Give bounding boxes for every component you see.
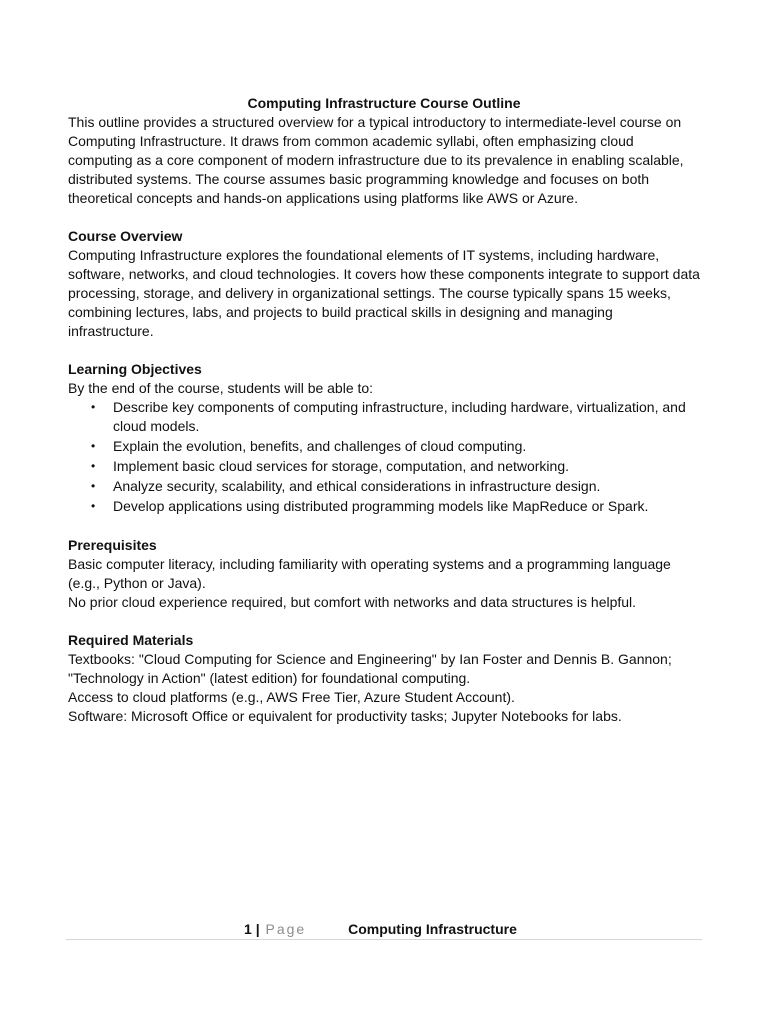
page-number: 1	[244, 921, 252, 937]
learning-objectives-list	[68, 398, 700, 516]
bullet-icon: •	[91, 499, 96, 513]
spacer	[68, 208, 700, 227]
footer-course-name: Computing Infrastructure	[348, 921, 517, 937]
learning-objectives-heading: Learning Objectives	[68, 361, 202, 377]
list-item	[91, 457, 700, 476]
bullet-icon: •	[91, 400, 96, 414]
prerequisites-heading: Prerequisites	[68, 537, 157, 553]
bullet-icon: •	[91, 459, 96, 473]
intro-paragraph: This outline provides a structured overview for a typical introductory to intermediate-level course on Computing Infrastructure. It draws from common academic syllabi, often emphasizing cloud computing as a core component of modern infrastructure due to its prevalence in enabling scalable, distributed systems. The course assumes basic programming knowledge and focuses on both theoretical concepts and hands-on applications using platforms like AWS or Azure.	[68, 114, 684, 206]
learning-objectives-lead: By the end of the course, students will be able to:	[68, 380, 374, 396]
list-item-text: Develop applications using distributed programming models like MapReduce or Spark.	[113, 498, 649, 514]
prerequisites-line: No prior cloud experience required, but comfort with networks and data structures is helpful.	[68, 594, 637, 610]
list-item	[91, 398, 700, 436]
bullet-icon: •	[91, 479, 96, 493]
bullet-icon: •	[91, 439, 96, 453]
list-item-text: Explain the evolution, benefits, and challenges of cloud computing.	[113, 438, 527, 454]
materials-line: Access to cloud platforms (e.g., AWS Free Tier, Azure Student Account).	[68, 689, 515, 705]
prerequisites-line: Basic computer literacy, including familiarity with operating systems and a programming language (e.g., Python or Java).	[68, 556, 671, 591]
materials-line: Textbooks: "Cloud Computing for Science and Engineering" by Ian Foster and Dennis B. Gannon; "Technology in Action" (latest edition) for foundational computing.	[68, 651, 672, 686]
list-item	[91, 437, 700, 456]
list-item	[91, 477, 700, 496]
list-item-text: Analyze security, scalability, and ethical considerations in infrastructure design.	[113, 478, 601, 494]
page-separator: |	[255, 921, 260, 937]
list-item-text: Implement basic cloud services for storage, computation, and networking.	[113, 458, 570, 474]
materials-line: Software: Microsoft Office or equivalent for productivity tasks; Jupyter Notebooks for labs.	[68, 708, 622, 724]
spacer	[68, 612, 700, 631]
spacer	[68, 517, 700, 536]
course-overview-body: Computing Infrastructure explores the foundational elements of IT systems, including hardware, software, networks, and cloud technologies. It covers how these components integrate to support data processing, storage, and delivery in organizational settings. The course typically spans 15 weeks, combining lectures, labs, and projects to build practical skills in designing and managing infrastructure.	[68, 247, 700, 339]
course-overview-heading: Course Overview	[68, 228, 183, 244]
document-title: Computing Infrastructure Course Outline	[247, 95, 521, 111]
document-page	[68, 94, 700, 726]
list-item	[91, 497, 700, 516]
list-item-text: Describe key components of computing infrastructure, including hardware, virtualization, and cloud models.	[113, 399, 686, 434]
page-label: Page	[265, 921, 307, 937]
required-materials-heading: Required Materials	[68, 632, 194, 648]
spacer	[68, 341, 700, 360]
page-footer	[66, 918, 702, 940]
footer-content	[244, 920, 517, 939]
